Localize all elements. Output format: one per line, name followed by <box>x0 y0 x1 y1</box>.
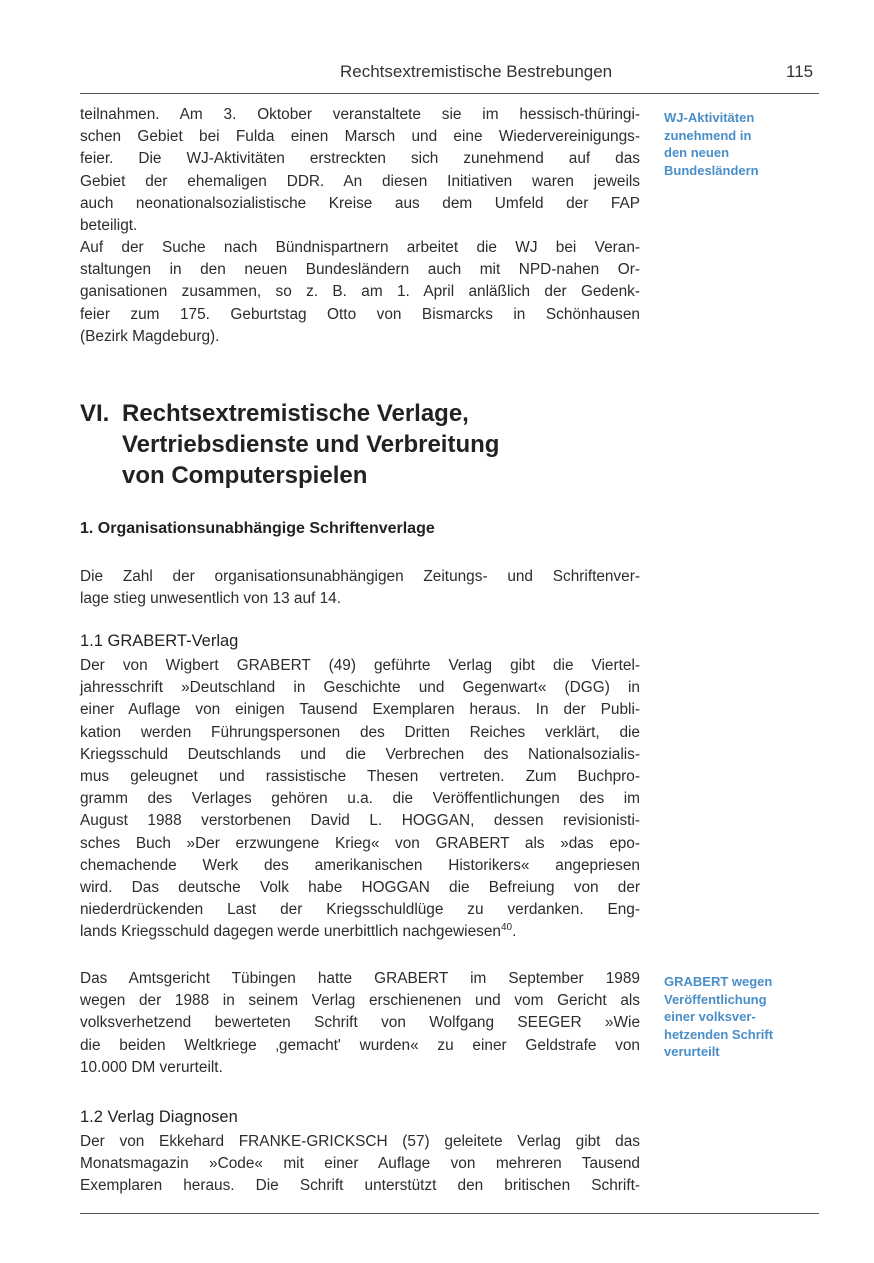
text-line: Monatsmagazin »Code« mit einer Auflage von mehreren Tausend <box>80 1155 640 1173</box>
text-line-body: lands Kriegsschuld dagegen werde unerbittlich nachgewiesen <box>80 923 501 941</box>
text-line: gramm des Verlages gehören u.a. die Veröffentlichungen des im <box>80 790 640 808</box>
section-heading: 1. Organisationsunabhängige Schriftenverlage <box>80 520 435 537</box>
paragraph-partners <box>80 237 640 348</box>
margin-note-line: einer volksver- <box>664 1009 756 1024</box>
paragraph-diagnosen <box>80 1131 640 1198</box>
text-line: sches Buch »Der erzwungene Krieg« von GRABERT als »das epo- <box>80 834 640 852</box>
text-line: teilnahmen. Am 3. Oktober veranstaltete sie im hessisch-thüringi- <box>80 106 640 123</box>
text-line: August 1988 verstorbenen David L. HOGGAN, dessen revisionisti- <box>80 812 640 830</box>
text-line: chemachende Werk des amerikanischen Historikers« angepriesen <box>80 856 640 874</box>
margin-note-line: den neuen <box>664 145 730 160</box>
text-line: wird. Das deutsche Volk habe HOGGAN die Befreiung von der <box>80 879 640 897</box>
paragraph-court-ruling <box>80 968 640 1079</box>
text-line: feier. Die WJ-Aktivitäten erstreckten sich zunehmend auf das <box>80 150 640 168</box>
text-line: Die Zahl der organisationsunabhängigen Zeitungs- und Schriftenver- <box>80 568 640 585</box>
text-line: Exemplaren heraus. Die Schrift unterstützt den britischen Schrift- <box>80 1177 640 1195</box>
margin-note-line: GRABERT wegen <box>664 974 773 989</box>
margin-note-line: hetzenden Schrift <box>664 1026 774 1042</box>
subsection-heading: 1.2 Verlag Diagnosen <box>80 1108 238 1126</box>
text-line: kation werden Führungspersonen des Dritten Reiches verklärt, die <box>80 723 640 741</box>
margin-note-line: verurteilt <box>664 1044 720 1059</box>
chapter-title <box>122 398 642 491</box>
margin-note-line: Bundesländern <box>664 162 759 178</box>
margin-note-wj <box>664 109 824 179</box>
margin-note-grabert <box>664 973 824 1061</box>
text-line: lage stieg unwesentlich von 13 auf 14. <box>80 590 341 608</box>
margin-note-line: WJ-Aktivitäten <box>664 110 755 125</box>
text-line: Auf der Suche nach Bündnispartnern arbeitet die WJ bei Veran- <box>80 239 640 256</box>
text-line: Der von Ekkehard FRANKE-GRICKSCH (57) geleitete Verlag gibt das <box>80 1133 640 1150</box>
text-line: (Bezirk Magdeburg). <box>80 327 220 345</box>
paragraph-wj-activities <box>80 104 640 237</box>
text-line: feier zum 175. Geburtstag Otto von Bismarcks in Schönhausen <box>80 305 640 323</box>
footer-rule <box>80 1213 819 1214</box>
text-line: 10.000 DM verurteilt. <box>80 1058 223 1076</box>
text-line: einer Auflage von einigen Tausend Exemplaren heraus. In der Publi- <box>80 701 640 719</box>
footnote-reference[interactable]: 40 <box>500 922 513 934</box>
text-line-end: . <box>512 923 517 941</box>
chapter-number: VI. <box>80 400 110 427</box>
paragraph-publisher-count <box>80 566 640 610</box>
margin-note-line: zunehmend in <box>664 127 752 143</box>
text-line: staltungen in den neuen Bundesländern auch mit NPD-nahen Or- <box>80 261 640 279</box>
text-line: Das Amtsgericht Tübingen hatte GRABERT im September 1989 <box>80 970 640 987</box>
page-number: 115 <box>786 62 814 81</box>
text-line <box>80 921 640 943</box>
subsection-heading: 1.1 GRABERT-Verlag <box>80 632 239 650</box>
running-header-title: Rechtsextremistische Bestrebungen <box>340 62 613 81</box>
text-line: auch neonationalsozialistische Kreise aus dem Umfeld der FAP <box>80 194 640 212</box>
text-line: Gebiet der ehemaligen DDR. An diesen Initiativen waren jeweils <box>80 172 640 190</box>
chapter-title-line: von Computerspielen <box>122 462 368 489</box>
paragraph-grabert <box>80 655 640 944</box>
text-line: wegen der 1988 in seinem Verlag erschienenen und vom Gericht als <box>80 992 640 1010</box>
text-line: jahresschrift »Deutschland in Geschichte und Gegenwart« (DGG) in <box>80 679 640 697</box>
text-line: Der von Wigbert GRABERT (49) geführte Verlag gibt die Viertel- <box>80 657 640 674</box>
text-line: beteiligt. <box>80 217 138 235</box>
header-rule <box>80 93 819 94</box>
text-line: ganisationen zusammen, so z. B. am 1. April anläßlich der Gedenk- <box>80 283 640 301</box>
text-line: volksverhetzend bewerteten Schrift von Wolfgang SEEGER »Wie <box>80 1014 640 1032</box>
chapter-title-line: Rechtsextremistische Verlage, <box>122 400 469 427</box>
text-line: niederdrückenden Last der Kriegsschuldlüge zu verdanken. Eng- <box>80 901 640 919</box>
text-line: Kriegsschuld Deutschlands und die Verbrechen des Nationalsozialis- <box>80 745 640 763</box>
text-line: schen Gebiet bei Fulda einen Marsch und eine Wiedervereinigungs- <box>80 128 640 146</box>
text-line: mus geleugnet und rassistische Thesen vertreten. Zum Buchpro- <box>80 768 640 786</box>
margin-note-line: Veröffentlichung <box>664 991 767 1007</box>
text-line: die beiden Weltkriege ‚gemacht' wurden« zu einer Geldstrafe von <box>80 1036 640 1054</box>
chapter-title-line: Vertriebsdienste und Verbreitung <box>122 431 500 458</box>
